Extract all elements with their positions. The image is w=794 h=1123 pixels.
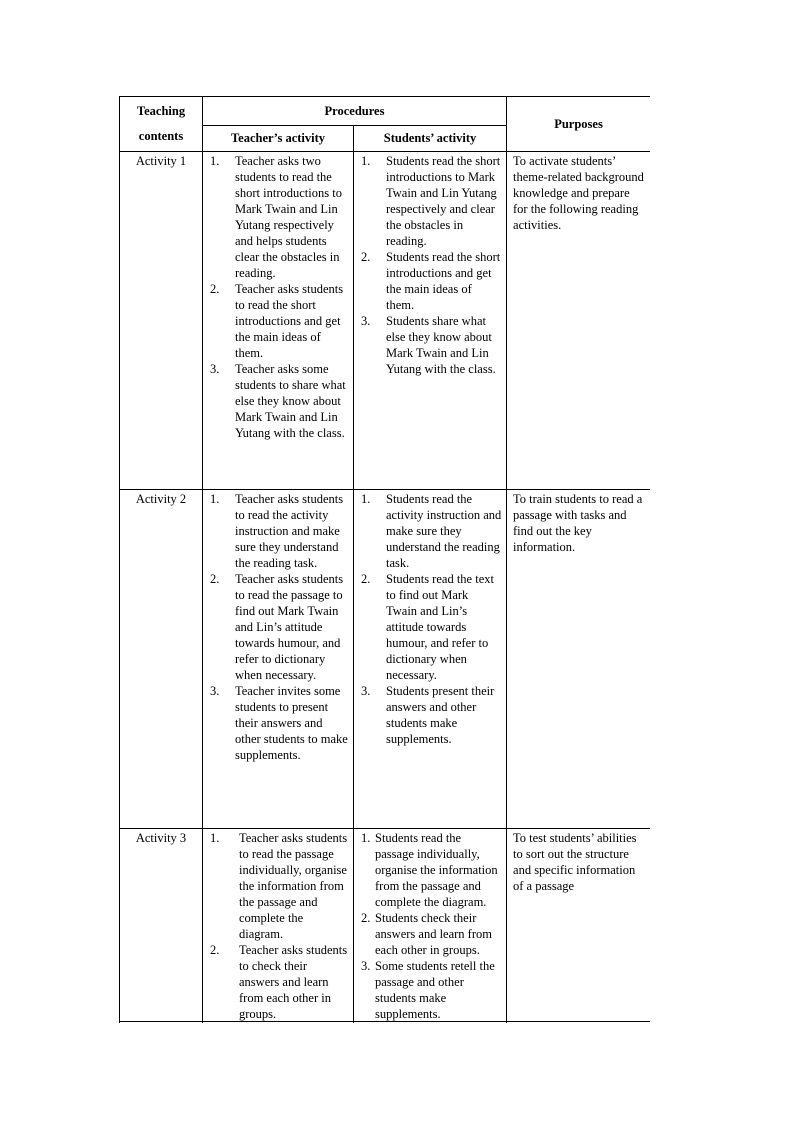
item-text: Teacher asks two students to read the short introductions to Mark Twain and Lin Yutang respectively and helps students clear the obstacles in reading.	[235, 154, 342, 280]
item-text: Students read the passage individually, organise the information from the passage and complete the diagram.	[375, 831, 498, 909]
item-number: 1.	[361, 154, 371, 168]
activity-label: Activity 2	[120, 490, 203, 829]
list-item	[203, 830, 349, 942]
item-text: Students read the short introductions and get the main ideas of them.	[386, 250, 501, 312]
table-row	[120, 829, 651, 1024]
header-teaching-contents: Teaching contents	[120, 97, 203, 152]
header-procedures: Procedures	[203, 97, 507, 126]
item-text: Teacher asks students to read the short introductions and get the main ideas of them.	[235, 282, 344, 360]
list-item	[354, 571, 502, 683]
item-number: 2.	[210, 943, 220, 957]
item-text: Teacher asks students to read the passage to find out Mark Twain and Lin’s attitude towards humour, and refer to dictionary when necessary.	[235, 572, 344, 682]
list-item	[203, 153, 349, 281]
item-text: Students present their answers and other students make supplements.	[386, 684, 495, 746]
activity-label: Activity 1	[120, 152, 203, 490]
table-row	[120, 152, 651, 490]
list-item	[354, 910, 502, 958]
item-text: Students share what else they know about Mark Twain and Lin Yutang with the class.	[386, 314, 496, 376]
item-number: 2.	[361, 911, 371, 925]
table-row	[120, 490, 651, 829]
list-item	[354, 683, 502, 747]
item-number: 1.	[210, 831, 220, 845]
students-activity-cell	[354, 829, 507, 1024]
table-viewport	[119, 96, 650, 1023]
lesson-plan-table	[119, 96, 650, 1023]
list-item	[203, 491, 349, 571]
item-number: 3.	[361, 959, 371, 973]
list-item	[203, 571, 349, 683]
header-students-activity: Students’ activity	[354, 125, 507, 151]
purpose-cell: To test students’ abilities to sort out the structure and specific information of a passage	[507, 829, 650, 1024]
item-number: 3.	[361, 684, 371, 698]
item-number: 1.	[210, 492, 220, 506]
list-item	[203, 361, 349, 441]
item-number: 3.	[210, 684, 220, 698]
list-item	[203, 942, 349, 1022]
teacher-activity-cell	[203, 490, 354, 829]
item-number: 3.	[210, 362, 220, 376]
teacher-activity-cell	[203, 829, 354, 1024]
item-text: Students check their answers and learn from each other in groups.	[375, 911, 492, 957]
item-text: Teacher asks students to read the activity instruction and make sure they understand the reading task.	[235, 492, 344, 570]
teacher-activity-cell	[203, 152, 354, 490]
table-bottom-border	[119, 1021, 650, 1022]
item-number: 1.	[210, 154, 220, 168]
item-number: 2.	[210, 282, 220, 296]
list-item	[203, 281, 349, 361]
purpose-cell: To activate students’ theme-related background knowledge and prepare for the following reading activities.	[507, 152, 650, 490]
students-activity-cell	[354, 490, 507, 829]
item-text: Teacher invites some students to present their answers and other students to make supplements.	[235, 684, 348, 762]
item-number: 2.	[361, 250, 371, 264]
item-number: 1.	[361, 831, 371, 845]
list-item	[354, 249, 502, 313]
list-item	[203, 683, 349, 763]
item-text: Teacher asks some students to share what else they know about Mark Twain and Lin Yutang with the class.	[235, 362, 346, 440]
item-number: 3.	[361, 314, 371, 328]
list-item	[354, 958, 502, 1022]
list-item	[354, 313, 502, 377]
list-item	[354, 491, 502, 571]
header-purposes: Purposes	[507, 97, 650, 152]
item-number: 1.	[361, 492, 371, 506]
item-text: Some students retell the passage and other students make supplements.	[375, 959, 495, 1021]
list-item	[354, 153, 502, 249]
activity-label: Activity 3	[120, 829, 203, 1024]
item-text: Teacher asks students to read the passage individually, organise the information from the passage and complete the diagram.	[239, 831, 348, 941]
header-teacher-activity: Teacher’s activity	[203, 125, 354, 151]
item-text: Students read the activity instruction and make sure they understand the reading task.	[386, 492, 502, 570]
item-text: Students read the short introductions to Mark Twain and Lin Yutang respectively and clear the obstacles in reading.	[386, 154, 501, 248]
students-activity-cell	[354, 152, 507, 490]
list-item	[354, 830, 502, 910]
item-number: 2.	[210, 572, 220, 586]
purpose-cell: To train students to read a passage with tasks and find out the key information.	[507, 490, 650, 829]
item-text: Students read the text to find out Mark Twain and Lin’s attitude towards humour, and refer to dictionary when necessary.	[386, 572, 494, 682]
item-number: 2.	[361, 572, 371, 586]
item-text: Teacher asks students to check their answers and learn from each other in groups.	[239, 943, 348, 1021]
